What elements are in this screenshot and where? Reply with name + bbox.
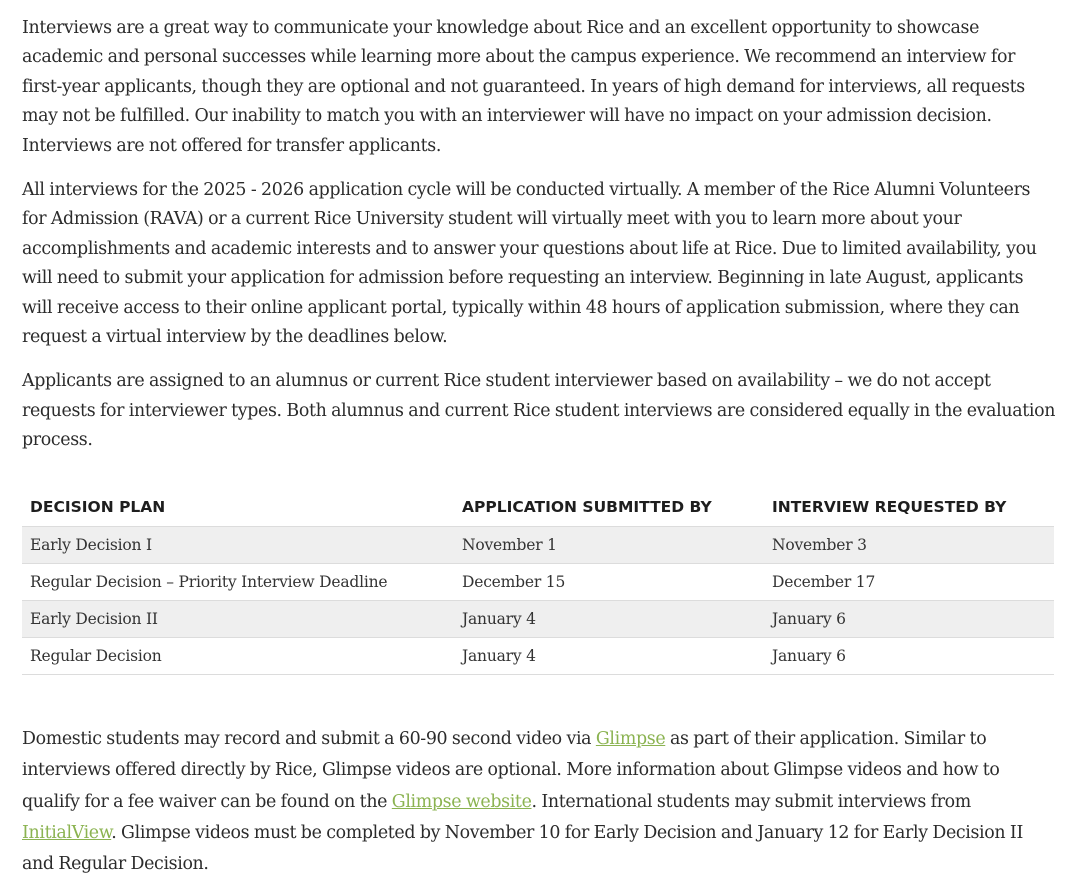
header-decision-plan: DECISION PLAN (22, 488, 454, 527)
glimpse-paragraph (22, 724, 1058, 881)
cell-application-date: January 4 (454, 637, 764, 674)
table-row (22, 637, 1054, 674)
table-row (22, 563, 1054, 600)
glimpse-link[interactable]: Glimpse (595, 728, 666, 749)
cell-interview-date: January 6 (764, 600, 1054, 637)
cell-decision-plan: Early Decision II (22, 600, 454, 637)
header-interview-requested-by: INTERVIEW REQUESTED BY (764, 488, 1054, 527)
table-row (22, 526, 1054, 563)
glimpse-text-4: . Glimpse videos must be completed by November 10 for Early Decision and January 12 for Early Decision II and Regular Decision. (22, 822, 1023, 875)
cell-application-date: December 15 (454, 563, 764, 600)
main-content (22, 14, 1058, 881)
interview-deadlines-table (22, 488, 1054, 675)
cell-decision-plan: Regular Decision (22, 637, 454, 674)
cell-decision-plan: Regular Decision – Priority Interview Deadline (22, 563, 454, 600)
initialview-link[interactable]: InitialView (22, 822, 112, 843)
cell-interview-date: December 17 (764, 563, 1054, 600)
intro-paragraph: Interviews are a great way to communicate your knowledge about Rice and an excellent opportunity to showcase academic and personal successes while learning more about the campus experience. We recommend an interview for first-year applicants, though they are optional and not guaranteed. In years of high demand for interviews, all requests may not be fulfilled. Our inability to match you with an interviewer will have no impact on your admission decision. Interviews are not offered for transfer applicants. (22, 18, 1025, 156)
table-header-row (22, 488, 1054, 527)
glimpse-website-link[interactable]: Glimpse website (391, 791, 532, 812)
cell-interview-date: November 3 (764, 526, 1054, 563)
glimpse-text-2: as part of their application. Similar to interviews offered directly by Rice, Glimpse videos are optional. More information about Glimpse videos and how to qualify for a fee waiver can be found on the (22, 728, 1000, 812)
header-application-submitted-by: APPLICATION SUBMITTED BY (454, 488, 764, 527)
virtual-interviews-paragraph: All interviews for the 2025 - 2026 application cycle will be conducted virtually. A member of the Rice Alumni Volunteers for Admission (RAVA) or a current Rice University student will virtually meet with you to learn more about your accomplishments and academic interests and to answer your questions about life at Rice. Due to limited availability, you will need to submit your application for admission before requesting an interview. Beginning in late August, applicants will receive access to their online applicant portal, typically within 48 hours of application submission, where they can request a virtual interview by the deadlines below. (22, 180, 1037, 348)
cell-application-date: January 4 (454, 600, 764, 637)
cell-application-date: November 1 (454, 526, 764, 563)
glimpse-text-1: Domestic students may record and submit a 60-90 second video via (22, 728, 596, 749)
table-row (22, 600, 1054, 637)
glimpse-text-3: . International students may submit interviews from (531, 791, 971, 812)
cell-decision-plan: Early Decision I (22, 526, 454, 563)
cell-interview-date: January 6 (764, 637, 1054, 674)
interviewer-assignment-paragraph: Applicants are assigned to an alumnus or current Rice student interviewer based on availability – we do not accept requests for interviewer types. Both alumnus and current Rice student interviews are considered equally in the evaluation process. (22, 371, 1056, 451)
